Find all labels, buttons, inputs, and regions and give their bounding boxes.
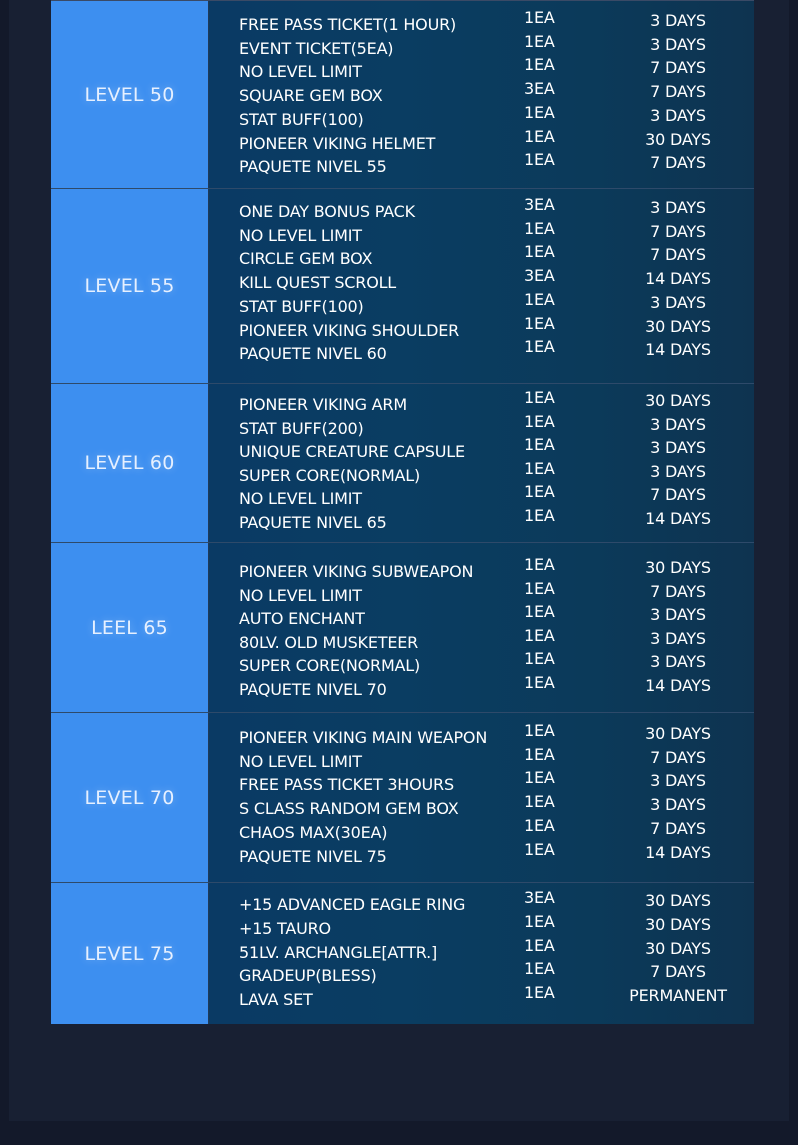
- item-quantity: 1EA: [524, 911, 555, 931]
- item-name: PAQUETE NIVEL 65: [239, 513, 387, 532]
- item-quantity: 1EA: [524, 435, 555, 455]
- item-duration: PERMANENT: [629, 986, 727, 1006]
- level-cell: LEVEL 50: [51, 1, 209, 188]
- item-name: STAT BUFF(200): [239, 418, 364, 438]
- item-name: FREE PASS TICKET(1 HOUR): [239, 15, 457, 34]
- item-quantity: 1EA: [524, 313, 555, 333]
- item-name: NO LEVEL LIMIT: [239, 751, 362, 771]
- item-name: STAT BUFF(100): [239, 296, 364, 316]
- item-name: PAQUETE NIVEL 55: [239, 157, 387, 177]
- item-quantity: 1EA: [524, 242, 555, 262]
- item-duration: 14 DAYS: [645, 340, 711, 360]
- item-name: PIONEER VIKING ARM: [239, 395, 407, 414]
- item-quantity: 1EA: [524, 839, 555, 859]
- reward-line: [209, 506, 754, 535]
- item-name: PAQUETE NIVEL 70: [239, 680, 387, 699]
- item-name: KILL QUEST SCROLL: [239, 273, 397, 293]
- item-name: +15 TAURO: [239, 918, 331, 938]
- item-duration: 3 DAYS: [650, 292, 706, 312]
- reward-line: [209, 839, 754, 869]
- item-quantity: 1EA: [524, 31, 555, 51]
- reward-row: [51, 189, 754, 384]
- item-duration: 14 DAYS: [645, 676, 711, 695]
- item-quantity: 1EA: [524, 555, 555, 574]
- item-duration: 3 DAYS: [650, 652, 706, 672]
- item-quantity: 3EA: [524, 266, 555, 286]
- item-name: UNIQUE CREATURE CAPSULE: [239, 442, 465, 462]
- reward-line: [209, 337, 754, 366]
- item-quantity: 1EA: [524, 744, 555, 764]
- item-name: STAT BUFF(100): [239, 109, 364, 129]
- item-duration: 3 DAYS: [650, 628, 706, 648]
- item-name: LAVA SET: [239, 990, 313, 1010]
- item-quantity: 1EA: [524, 815, 555, 835]
- item-name: SUPER CORE(NORMAL): [239, 465, 421, 485]
- item-name: PAQUETE NIVEL 60: [239, 344, 387, 364]
- item-quantity: 1EA: [524, 792, 555, 812]
- reward-items: [209, 883, 754, 1024]
- item-duration: 30 DAYS: [645, 558, 711, 577]
- level-cell: LEVEL 55: [51, 189, 209, 383]
- item-name: PIONEER VIKING SUBWEAPON: [239, 562, 474, 581]
- item-name: PIONEER VIKING SHOULDER: [239, 320, 460, 340]
- item-quantity: 1EA: [524, 935, 555, 955]
- item-duration: 7 DAYS: [650, 747, 706, 767]
- item-duration: 7 DAYS: [650, 153, 706, 173]
- item-duration: 3 DAYS: [650, 105, 706, 125]
- reward-items: [209, 713, 754, 882]
- item-name: NO LEVEL LIMIT: [239, 585, 362, 605]
- item-name: PAQUETE NIVEL 75: [239, 846, 387, 866]
- level-cell: LEVEL 70: [51, 713, 209, 882]
- item-quantity: 1EA: [524, 388, 555, 407]
- reward-row: [51, 713, 754, 883]
- level-cell: LEVEL 75: [51, 883, 209, 1024]
- item-duration: 3 DAYS: [650, 11, 706, 30]
- item-name: NO LEVEL LIMIT: [239, 225, 362, 245]
- item-duration: 7 DAYS: [650, 82, 706, 102]
- reward-row: [51, 543, 754, 713]
- item-quantity: 1EA: [524, 959, 555, 979]
- item-duration: 7 DAYS: [650, 962, 706, 982]
- item-quantity: 3EA: [524, 888, 555, 907]
- item-duration: 3 DAYS: [650, 34, 706, 54]
- item-duration: 3 DAYS: [650, 198, 706, 217]
- item-duration: 3 DAYS: [650, 438, 706, 458]
- item-duration: 3 DAYS: [650, 771, 706, 791]
- item-quantity: 3EA: [524, 195, 555, 214]
- item-name: CIRCLE GEM BOX: [239, 249, 373, 269]
- item-duration: 7 DAYS: [650, 581, 706, 601]
- item-name: 51LV. ARCHANGLE[ATTR.]: [239, 942, 438, 962]
- item-name: SQUARE GEM BOX: [239, 86, 383, 106]
- item-name: PIONEER VIKING MAIN WEAPON: [239, 728, 488, 747]
- item-quantity: 1EA: [524, 337, 555, 357]
- item-duration: 30 DAYS: [645, 891, 711, 910]
- item-quantity: 1EA: [524, 55, 555, 75]
- item-quantity: 1EA: [524, 673, 555, 692]
- item-quantity: 1EA: [524, 625, 555, 645]
- item-quantity: 1EA: [524, 102, 555, 122]
- item-duration: 7 DAYS: [650, 485, 706, 505]
- reward-items: [209, 543, 754, 712]
- item-duration: 3 DAYS: [650, 605, 706, 625]
- item-duration: 30 DAYS: [645, 391, 711, 410]
- item-duration: 7 DAYS: [650, 221, 706, 241]
- item-duration: 3 DAYS: [650, 795, 706, 815]
- reward-row: [51, 1, 754, 189]
- level-cell: LEEL 65: [51, 543, 209, 712]
- reward-items: [209, 189, 754, 383]
- reward-items: [209, 384, 754, 542]
- item-quantity: 1EA: [524, 482, 555, 502]
- item-quantity: 1EA: [524, 458, 555, 478]
- item-duration: 30 DAYS: [645, 914, 711, 934]
- item-name: EVENT TICKET(5EA): [239, 38, 394, 58]
- item-duration: 30 DAYS: [645, 938, 711, 958]
- item-quantity: 1EA: [524, 218, 555, 238]
- item-name: +15 ADVANCED EAGLE RING: [239, 895, 466, 914]
- item-quantity: 3EA: [524, 79, 555, 99]
- item-quantity: 1EA: [524, 768, 555, 788]
- item-duration: 30 DAYS: [645, 129, 711, 149]
- item-duration: 7 DAYS: [650, 818, 706, 838]
- item-quantity: 1EA: [524, 506, 555, 525]
- reward-row: [51, 883, 754, 1024]
- level-cell: LEVEL 60: [51, 384, 209, 542]
- reward-row: [51, 384, 754, 543]
- reward-line: [209, 983, 754, 1012]
- item-name: 80LV. OLD MUSKETEER: [239, 632, 419, 652]
- item-quantity: 1EA: [524, 649, 555, 669]
- item-name: CHAOS MAX(30EA): [239, 822, 388, 842]
- item-name: ONE DAY BONUS PACK: [239, 202, 415, 221]
- item-name: GRADEUP(BLESS): [239, 966, 377, 986]
- item-quantity: 1EA: [524, 983, 555, 1003]
- item-name: PIONEER VIKING HELMET: [239, 133, 436, 153]
- item-quantity: 1EA: [524, 8, 555, 27]
- item-name: AUTO ENCHANT: [239, 609, 365, 629]
- item-quantity: 1EA: [524, 578, 555, 598]
- item-quantity: 1EA: [524, 721, 555, 740]
- item-name: NO LEVEL LIMIT: [239, 62, 362, 82]
- item-duration: 7 DAYS: [650, 58, 706, 78]
- reward-items: [209, 1, 754, 188]
- item-name: FREE PASS TICKET 3HOURS: [239, 775, 454, 795]
- item-duration: 14 DAYS: [645, 269, 711, 289]
- item-name: S CLASS RANDOM GEM BOX: [239, 799, 459, 819]
- item-name: NO LEVEL LIMIT: [239, 489, 362, 509]
- reward-line: [209, 150, 754, 179]
- level-reward-table: [51, 0, 754, 1024]
- item-duration: 7 DAYS: [650, 245, 706, 265]
- item-duration: 14 DAYS: [645, 509, 711, 528]
- reward-line: [209, 673, 754, 702]
- item-duration: 30 DAYS: [645, 724, 711, 743]
- item-duration: 3 DAYS: [650, 461, 706, 481]
- item-duration: 3 DAYS: [650, 414, 706, 434]
- item-duration: 30 DAYS: [645, 316, 711, 336]
- item-quantity: 1EA: [524, 289, 555, 309]
- item-quantity: 1EA: [524, 602, 555, 622]
- item-quantity: 1EA: [524, 150, 555, 170]
- item-quantity: 1EA: [524, 126, 555, 146]
- item-quantity: 1EA: [524, 411, 555, 431]
- item-duration: 14 DAYS: [645, 842, 711, 862]
- item-name: SUPER CORE(NORMAL): [239, 656, 421, 676]
